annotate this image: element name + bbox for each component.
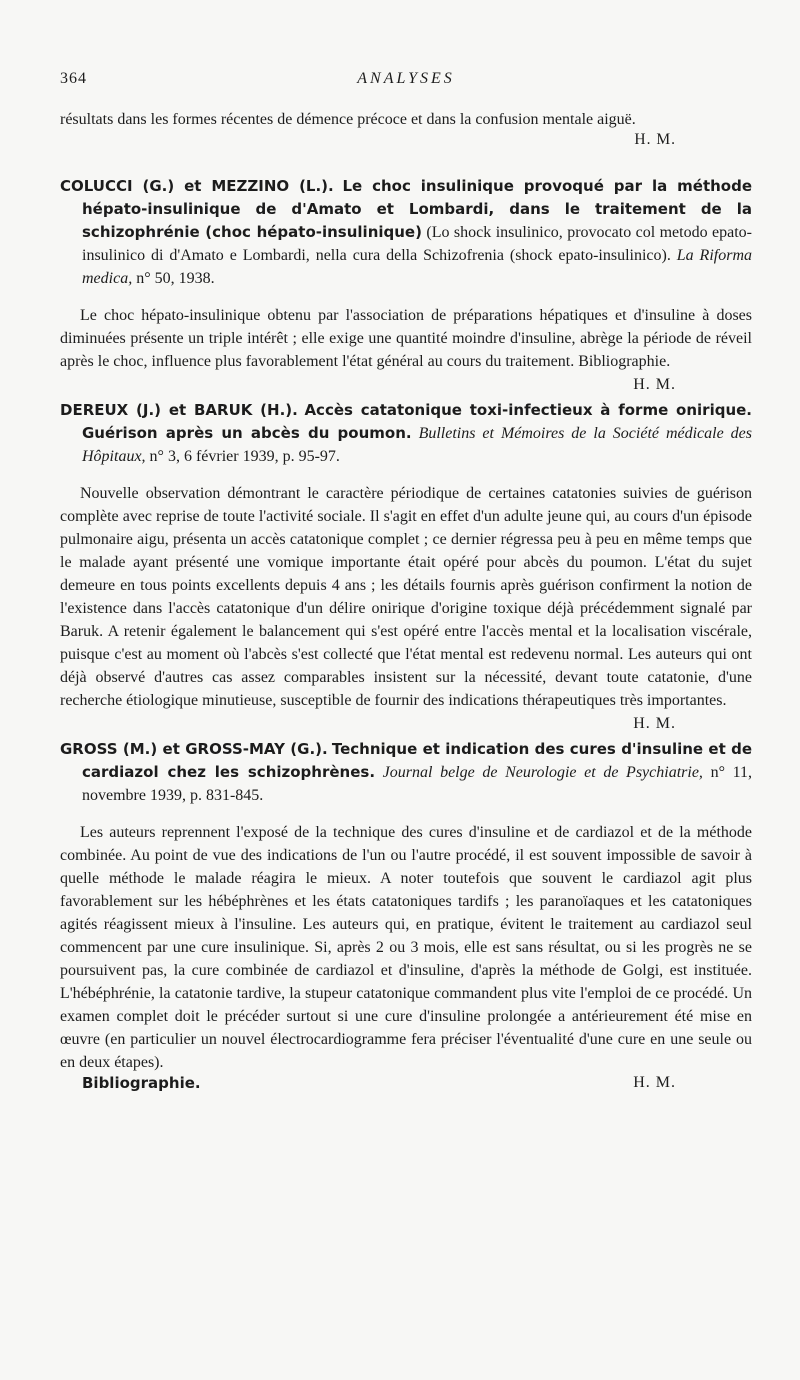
abstract-text: Le choc hépato-insulinique obtenu par l'association de préparations hépatiques et d'insuline à doses diminuées présente un triple intérêt ; elle exige une quantité moindre d'insuline, abrège la période de réveil après le choc, influence plus favorablement l'état général au cours du traitement. Bibliographie. — [60, 307, 752, 370]
entry-abstract: Les auteurs reprennent l'exposé de la technique des cures d'insuline et de cardiazol et de la méthode combinée. Au point de vue des indications de l'un ou l'autre procédé, il est souvent impossible de savoir à quelle méthode le malade réagira le mieux. A noter toutefois que souvent le cardiazol agit plus favorablement sur les hébéphrènes et les états catatoniques tardifs ; les paranoïaques et les catatoniques agités réagissent mieux à l'insuline. Les auteurs qui, en pratique, évitent le traitement au cardiazol seul commencent par une cure insulinique. Si, après 2 ou 3 mois, elle est sans résultat, ou si les progrès ne se poursuivent pas, la cure combinée de cardiazol et d'insuline, d'après la méthode de Golgi, est instituée. L'hébéphrénie, la catatonie tardive, la stupeur catatonique commandent plus vite l'emploi de ce procédé. Un examen complet doit le précéder surtout si une cure d'insuline prolongée a antérieurement été mise en œuvre (en particulier un nouvel électrocardiogramme fera préciser l'éventualité d'une cure en une seule ou en deux étapes). — [60, 824, 752, 1071]
continuation-initials: H. M. — [634, 131, 676, 148]
entry-reference: n° 3, 6 février 1939, p. 95-97. — [149, 448, 340, 465]
bibliography-line — [60, 1074, 752, 1098]
running-title: ANALYSES — [357, 70, 455, 87]
entry-journal: Bulletins et Mémoires de la Société médicale des Hôpitaux, — [82, 425, 753, 465]
entry-initials: H. M. — [633, 715, 676, 732]
entry-initials: H. M. — [633, 1074, 676, 1091]
entry-journal: Journal belge de Neurologie et de Psychiatrie, — [382, 764, 703, 781]
entry-subtitle: (Lo shock insulinico, provocato col metodo epato-insulinico di d'Amato e Lombardi, nella cura della Schizofrenia (shock epato-insulinico). — [82, 224, 752, 264]
review-entry-dereux — [60, 399, 753, 732]
entry-abstract — [60, 304, 752, 393]
citation — [60, 738, 752, 807]
page-number: 364 — [60, 70, 87, 87]
entry-reference: n° 11, novembre 1939, p. 831-845. — [82, 764, 753, 804]
entry-initials: H. M. — [633, 376, 676, 393]
page — [60, 70, 752, 1098]
continuation-text: résultats dans les formes récentes de démence précoce et dans la confusion mentale aiguë. — [60, 111, 636, 128]
entry-abstract — [60, 482, 752, 732]
review-entry-gross — [60, 738, 752, 1098]
running-head — [60, 70, 752, 94]
citation — [60, 175, 752, 290]
entry-reference: n° 50, 1938. — [136, 270, 215, 287]
entry-title: Le choc insulinique provoqué par la méthode hépato-insulinique de d'Amato et Lombardi, dans le traitement de la schizophrénie (choc hépato-insulinique) — [82, 177, 753, 241]
entry-title: Technique et indication des cures d'insuline et de cardiazol chez les schizophrènes. — [82, 740, 753, 781]
review-entry-colucci — [60, 175, 753, 393]
entry-title: Accès catatonique toxi-infectieux à forme onirique. Guérison après un abcès du poumon. — [82, 401, 753, 442]
continuation-paragraph — [60, 108, 752, 149]
entry-authors: DEREUX (J.) et BARUK (H.). — [60, 401, 298, 419]
citation — [60, 399, 752, 468]
entry-authors: COLUCCI (G.) et MEZZINO (L.). — [60, 177, 334, 195]
entry-journal: La Riforma medica, — [82, 247, 752, 287]
bibliography-label: Bibliographie. — [82, 1074, 201, 1092]
entry-authors: GROSS (M.) et GROSS-MAY (G.). — [60, 740, 328, 758]
abstract-text: Nouvelle observation démontrant le caractère périodique de certaines catatonies suivies de guérison complète avec reprise de toute l'activité sociale. Il s'agit en effet d'un adulte jeune qui, au cours d'un épisode pulmonaire aigu, présenta un accès catatonique complet ; ce dernier régressa peu à peu en même temps que le malade ayant présenté une vomique importante était opéré pour abcès du poumon. L'état du sujet demeure en tous points excellents depuis 4 ans ; les détails fournis après guérison confirment la notion de l'existence dans l'accès catatonique d'un délire onirique d'origine toxique déjà précédemment signalé par Baruk. A retenir également le balancement qui s'est opéré entre l'accès mental et la localisation viscérale, puisque c'est au moment où l'abcès s'est collecté que l'état mental est redevenu normal. Les auteurs qui ont déjà observé d'autres cas assez comparables insistent sur la nécessité, devant toute catatonie, d'une recherche étiologique minutieuse, susceptible de fournir des indications thérapeutiques très importantes. — [60, 485, 752, 709]
